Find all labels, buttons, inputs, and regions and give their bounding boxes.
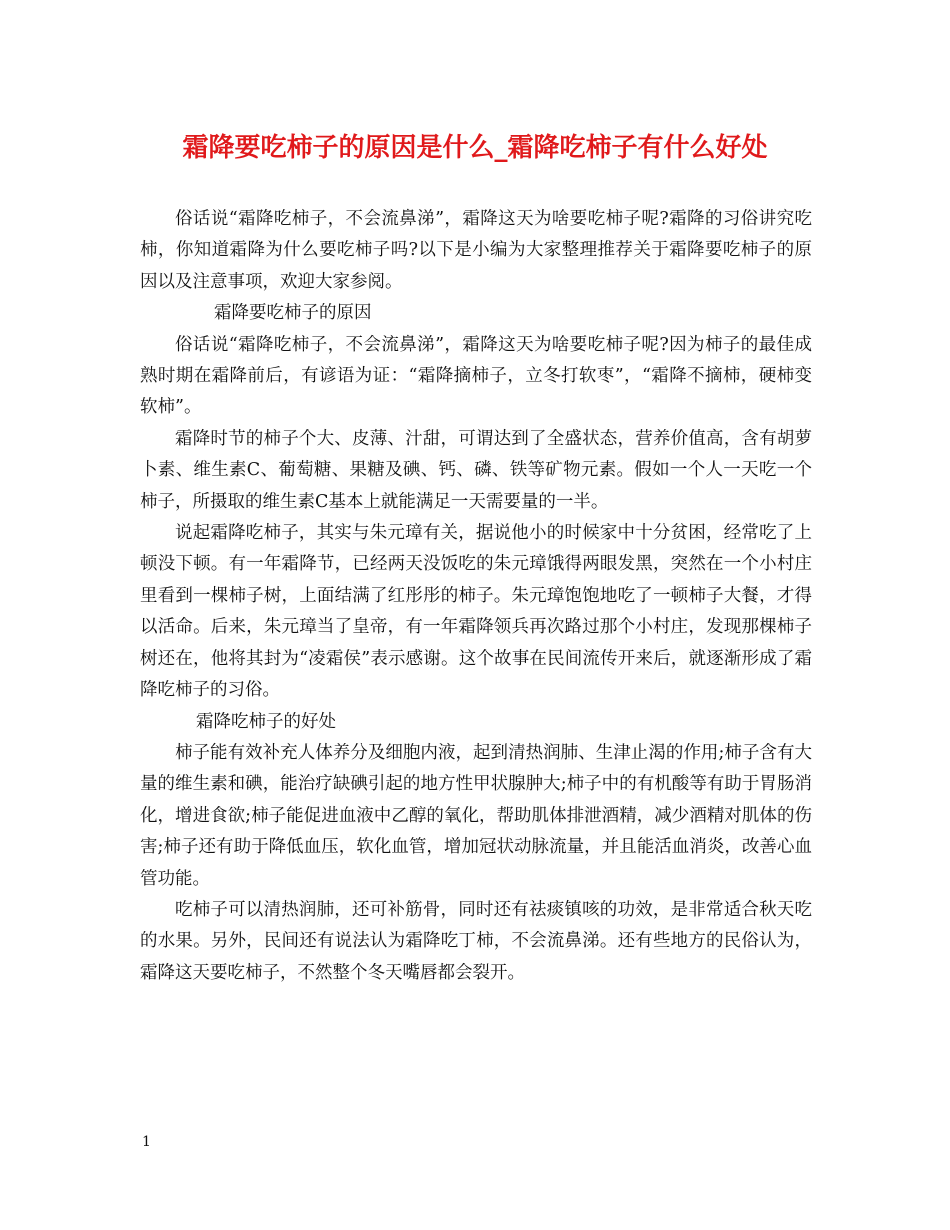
- reasons-paragraph-1: 俗话说“霜降吃柿子，不会流鼻涕”，霜降这天为啥要吃柿子呢?因为柿子的最佳成熟时期在霜降前后，有谚语为证：“霜降摘柿子，立冬打软枣”，“霜降不摘柿，硬柿变软柿”。: [140, 334, 812, 418]
- benefits-paragraph-1: 柿子能有效补充人体养分及细胞内液，起到清热润肺、生津止渴的作用;柿子含有大量的维生素和碘，能治疗缺碘引起的地方性甲状腺肿大;柿子中的有机酸等有助于胃肠消化，增进食欲;柿子能促进血液中乙醇的氧化，帮助肌体排泄酒精，减少酒精对肌体的伤害;柿子还有助于降低血压，软化血管，增加冠状动脉流量，并且能活血消炎，改善心血管功能。: [140, 742, 812, 889]
- document-body: [140, 204, 812, 989]
- section-heading-benefits: 霜降吃柿子的好处: [196, 711, 336, 732]
- reasons-paragraph-2: 霜降时节的柿子个大、皮薄、汁甜，可谓达到了全盛状态，营养价值高，含有胡萝卜素、维生素C、葡萄糖、果糖及碘、钙、磷、铁等矿物元素。假如一个人一天吃一个柿子，所摄取的维生素C基本上就能满足一天需要量的一半。: [140, 428, 812, 512]
- section-heading-reasons: 霜降要吃柿子的原因: [214, 303, 372, 324]
- benefits-paragraph-2: 吃柿子可以清热润肺，还可补筋骨，同时还有祛痰镇咳的功效，是非常适合秋天吃的水果。另外，民间还有说法认为霜降吃丁柿，不会流鼻涕。还有些地方的民俗认为，霜降这天要吃柿子，不然整个冬天嘴唇都会裂开。: [140, 899, 812, 983]
- intro-paragraph: 俗话说“霜降吃柿子，不会流鼻涕”，霜降这天为啥要吃柿子呢?霜降的习俗讲究吃柿，你知道霜降为什么要吃柿子吗?以下是小编为大家整理推荐关于霜降要吃柿子的原因以及注意事项，欢迎大家参阅。: [140, 209, 812, 292]
- page-title: 霜降要吃柿子的原因是什么_霜降吃柿子有什么好处: [182, 133, 768, 163]
- reasons-paragraph-3: 说起霜降吃柿子，其实与朱元璋有关，据说他小的时候家中十分贫困，经常吃了上顿没下顿。有一年霜降节，已经两天没饭吃的朱元璋饿得两眼发黑，突然在一个小村庄里看到一棵柿子树，上面结满了红彤彤的柿子。朱元璋饱饱地吃了一顿柿子大餐，才得以活命。后来，朱元璋当了皇帝，有一年霜降领兵再次路过那个小村庄，发现那棵柿子树还在，他将其封为“凌霜侯”表示感谢。这个故事在民间流传开来后，就逐渐形成了霜降吃柿子的习俗。: [140, 523, 812, 701]
- page-number: 1: [142, 1134, 151, 1150]
